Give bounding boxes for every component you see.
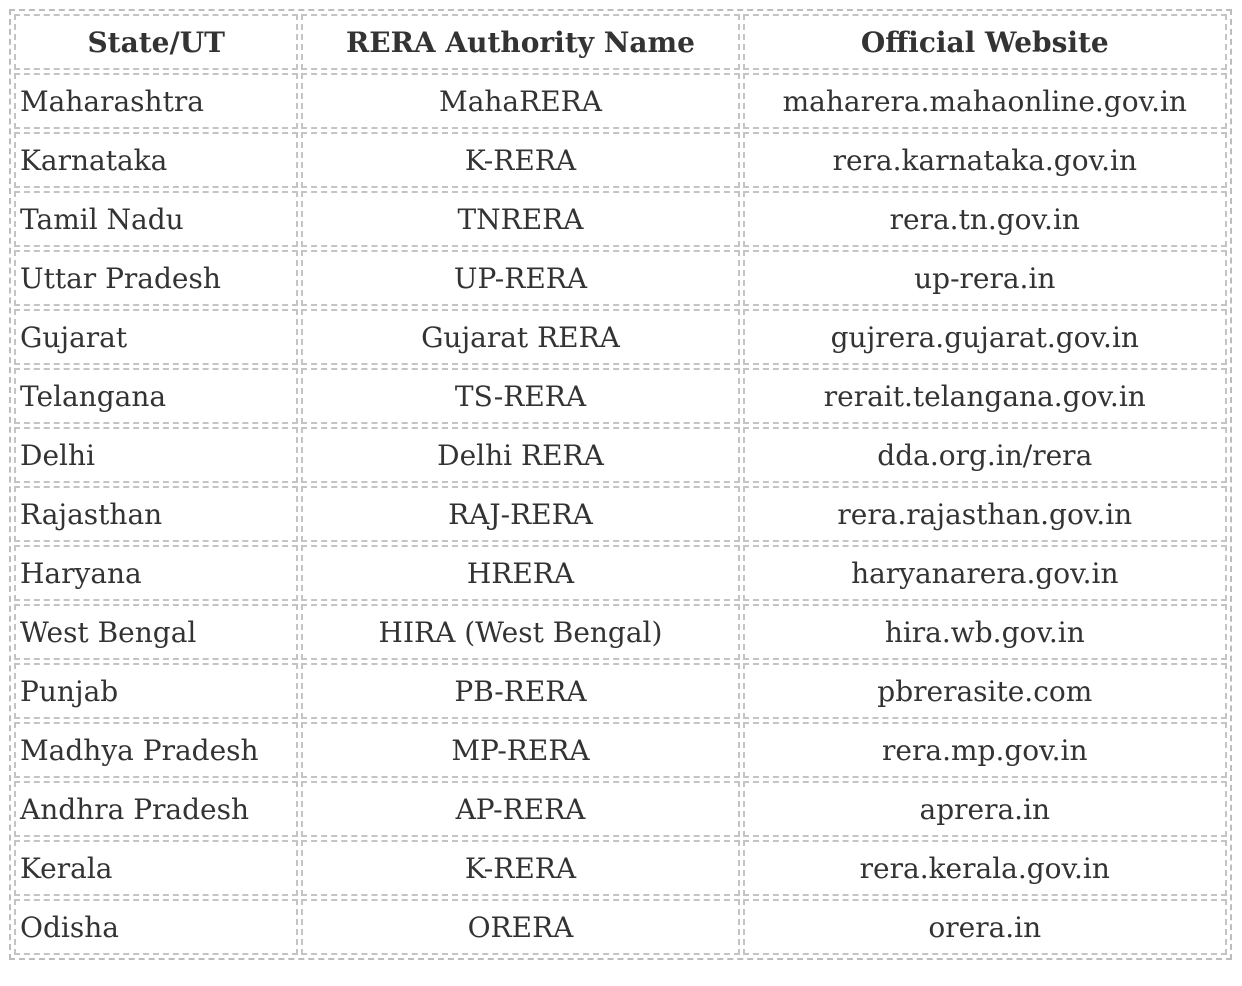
website-cell: rera.tn.gov.in — [743, 191, 1227, 247]
state-cell: Andhra Pradesh — [14, 781, 298, 837]
state-cell: Uttar Pradesh — [14, 250, 298, 306]
authority-cell: PB-RERA — [301, 663, 739, 719]
table-row — [14, 73, 1227, 129]
table-row — [14, 368, 1227, 424]
website-cell: rera.rajasthan.gov.in — [743, 486, 1227, 542]
website-cell: rerait.telangana.gov.in — [743, 368, 1227, 424]
table-row — [14, 545, 1227, 601]
table-row — [14, 781, 1227, 837]
rera-authorities-table — [9, 9, 1232, 960]
table-row — [14, 840, 1227, 896]
state-cell: Odisha — [14, 899, 298, 955]
table-row — [14, 604, 1227, 660]
state-cell: Rajasthan — [14, 486, 298, 542]
table-row — [14, 132, 1227, 188]
authority-cell: Gujarat RERA — [301, 309, 739, 365]
table-row — [14, 486, 1227, 542]
state-cell: Madhya Pradesh — [14, 722, 298, 778]
state-cell: Kerala — [14, 840, 298, 896]
state-cell: Haryana — [14, 545, 298, 601]
state-cell: Maharashtra — [14, 73, 298, 129]
authority-cell: TNRERA — [301, 191, 739, 247]
authority-cell: K-RERA — [301, 132, 739, 188]
authority-cell: MP-RERA — [301, 722, 739, 778]
website-cell: haryanarera.gov.in — [743, 545, 1227, 601]
authority-cell: TS-RERA — [301, 368, 739, 424]
authority-cell: Delhi RERA — [301, 427, 739, 483]
website-cell: maharera.mahaonline.gov.in — [743, 73, 1227, 129]
authority-cell: ORERA — [301, 899, 739, 955]
authority-cell: HIRA (West Bengal) — [301, 604, 739, 660]
website-cell: hira.wb.gov.in — [743, 604, 1227, 660]
header-authority: RERA Authority Name — [301, 14, 739, 70]
table-row — [14, 663, 1227, 719]
table-row — [14, 722, 1227, 778]
state-cell: Telangana — [14, 368, 298, 424]
authority-cell: K-RERA — [301, 840, 739, 896]
authority-cell: RAJ-RERA — [301, 486, 739, 542]
table-row — [14, 191, 1227, 247]
website-cell: rera.mp.gov.in — [743, 722, 1227, 778]
header-row — [14, 14, 1227, 70]
website-cell: aprera.in — [743, 781, 1227, 837]
header-state: State/UT — [14, 14, 298, 70]
website-cell: orera.in — [743, 899, 1227, 955]
state-cell: West Bengal — [14, 604, 298, 660]
website-cell: pbrerasite.com — [743, 663, 1227, 719]
table-row — [14, 309, 1227, 365]
authority-cell: MahaRERA — [301, 73, 739, 129]
website-cell: dda.org.in/rera — [743, 427, 1227, 483]
state-cell: Punjab — [14, 663, 298, 719]
website-cell: rera.karnataka.gov.in — [743, 132, 1227, 188]
state-cell: Delhi — [14, 427, 298, 483]
table-row — [14, 899, 1227, 955]
authority-cell: UP-RERA — [301, 250, 739, 306]
website-cell: rera.kerala.gov.in — [743, 840, 1227, 896]
authority-cell: AP-RERA — [301, 781, 739, 837]
table-row — [14, 427, 1227, 483]
website-cell: gujrera.gujarat.gov.in — [743, 309, 1227, 365]
website-cell: up-rera.in — [743, 250, 1227, 306]
state-cell: Karnataka — [14, 132, 298, 188]
state-cell: Gujarat — [14, 309, 298, 365]
state-cell: Tamil Nadu — [14, 191, 298, 247]
table-row — [14, 250, 1227, 306]
header-website: Official Website — [743, 14, 1227, 70]
authority-cell: HRERA — [301, 545, 739, 601]
